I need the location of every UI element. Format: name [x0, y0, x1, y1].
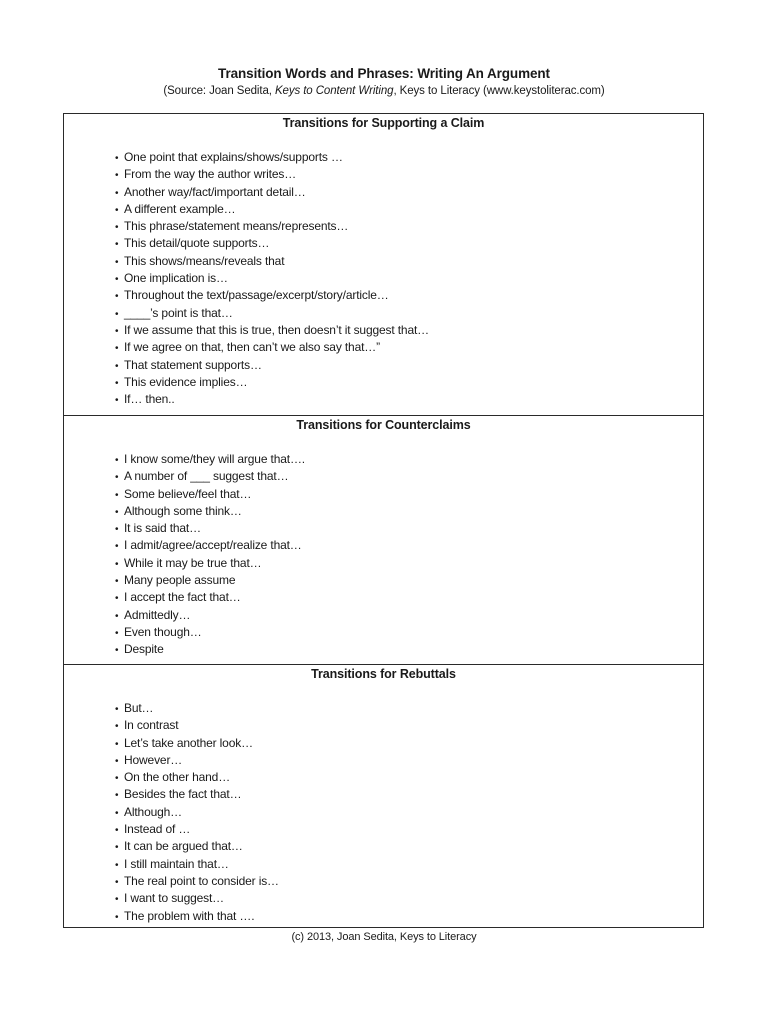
list-item: [115, 339, 429, 356]
source-book-title: Keys to Content Writing: [274, 85, 394, 97]
bullet-icon: •: [115, 790, 119, 802]
list-item: [115, 357, 429, 374]
bullet-icon: •: [115, 343, 119, 355]
list-item: [115, 769, 279, 786]
list-item: [115, 607, 305, 624]
bullet-icon: •: [115, 187, 119, 199]
list-item-text: One point that explains/shows/supports …: [124, 150, 343, 164]
section-heading: Transitions for Supporting a Claim: [282, 116, 485, 130]
list-item: [115, 520, 305, 537]
bullet-list: [115, 149, 429, 408]
bullet-icon: •: [115, 489, 119, 501]
list-item: [115, 856, 279, 873]
list-item: [115, 821, 279, 838]
list-item: [115, 166, 429, 183]
list-item: [115, 786, 279, 803]
list-item-text: Some believe/feel that…: [124, 486, 252, 501]
bullet-icon: •: [115, 153, 119, 164]
list-item: [115, 804, 279, 821]
list-item-text: This evidence implies…: [124, 374, 248, 389]
list-item: [115, 624, 305, 641]
list-item-text: I accept the fact that…: [124, 590, 241, 605]
bullet-icon: •: [115, 593, 119, 605]
bullet-icon: •: [115, 308, 119, 320]
bullet-icon: •: [115, 755, 119, 767]
list-item-text: I admit/agree/accept/realize that…: [124, 538, 302, 553]
bullet-list: [115, 451, 305, 659]
section-rebuttals: [64, 664, 703, 928]
list-item-text: It can be argued that…: [124, 839, 243, 854]
copyright-footer: (c) 2013, Joan Sedita, Keys to Literacy: [291, 931, 477, 943]
list-item: [115, 305, 429, 322]
list-item-text: One implication is…: [124, 271, 228, 286]
bullet-icon: •: [115, 395, 119, 407]
list-item: [115, 149, 429, 166]
list-item: [115, 374, 429, 391]
source-prefix: (Source: Joan Sedita,: [163, 85, 275, 97]
list-item-text: ____’s point is that…: [124, 305, 233, 320]
bullet-icon: •: [115, 894, 119, 906]
bullet-icon: •: [115, 256, 119, 268]
list-item-text: Another way/fact/important detail…: [124, 184, 306, 199]
bullet-icon: •: [115, 645, 119, 657]
bullet-icon: •: [115, 704, 119, 715]
document-title: Transition Words and Phrases: Writing An Argument: [218, 66, 550, 81]
list-item-text: From the way the author writes…: [124, 167, 297, 182]
list-item: [115, 700, 279, 717]
list-item: [115, 838, 279, 855]
list-item-text: Admittedly…: [124, 607, 191, 622]
list-item: [115, 235, 429, 252]
list-item-text: Although…: [124, 804, 183, 819]
list-item: [115, 391, 429, 408]
list-item-text: Besides the fact that…: [124, 787, 242, 802]
list-item-text: On the other hand…: [124, 770, 231, 785]
bullet-icon: •: [115, 825, 119, 837]
list-item-text: That statement supports…: [124, 357, 262, 372]
list-item-text: But…: [124, 701, 154, 715]
list-item-text: A number of ___ suggest that…: [124, 469, 289, 484]
bullet-icon: •: [115, 558, 119, 570]
list-item-text: While it may be true that…: [124, 555, 262, 570]
list-item: [115, 451, 305, 468]
section-heading: Transitions for Rebuttals: [311, 667, 456, 681]
section-counterclaims: [64, 415, 703, 664]
list-item-text: The real point to consider is…: [124, 873, 279, 888]
list-item-text: Despite: [124, 642, 164, 657]
list-item: [115, 908, 279, 925]
list-item: [115, 589, 305, 606]
list-item: [115, 503, 305, 520]
bullet-icon: •: [115, 576, 119, 588]
bullet-icon: •: [115, 360, 119, 372]
list-item: [115, 890, 279, 907]
bullet-icon: •: [115, 911, 119, 923]
bullet-icon: •: [115, 291, 119, 303]
list-item: [115, 572, 305, 589]
bullet-list: [115, 700, 279, 925]
list-item: [115, 322, 429, 339]
document-source: [0, 85, 768, 97]
section-supporting-claim: [64, 114, 703, 415]
source-suffix: , Keys to Literacy (www.keystoliterac.com): [393, 85, 605, 97]
bullet-icon: •: [115, 721, 119, 733]
transitions-table: [63, 113, 704, 928]
list-item: [115, 717, 279, 734]
bullet-icon: •: [115, 773, 119, 785]
list-item: [115, 287, 429, 304]
bullet-icon: •: [115, 239, 119, 251]
list-item-text: I want to suggest…: [124, 891, 225, 906]
bullet-icon: •: [115, 506, 119, 518]
list-item-text: The problem with that ….: [124, 908, 255, 923]
list-item: [115, 537, 305, 554]
list-item-text: This shows/means/reveals that: [124, 253, 285, 268]
bullet-icon: •: [115, 610, 119, 622]
list-item: [115, 735, 279, 752]
list-item: [115, 873, 279, 890]
list-item: [115, 752, 279, 769]
list-item-text: Let’s take another look…: [124, 735, 253, 750]
list-item: [115, 184, 429, 201]
list-item-text: A different example…: [124, 201, 236, 216]
bullet-icon: •: [115, 876, 119, 888]
bullet-icon: •: [115, 524, 119, 536]
bullet-icon: •: [115, 325, 119, 337]
list-item-text: However…: [124, 752, 183, 767]
list-item-text: Throughout the text/passage/excerpt/story/article…: [124, 288, 389, 303]
bullet-icon: •: [115, 222, 119, 234]
list-item: [115, 270, 429, 287]
list-item-text: I know some/they will argue that….: [124, 452, 305, 466]
list-item-text: I still maintain that…: [124, 856, 229, 871]
bullet-icon: •: [115, 541, 119, 553]
section-heading: Transitions for Counterclaims: [296, 418, 471, 432]
list-item-text: If we assume that this is true, then doesn’t it suggest that…: [124, 322, 430, 337]
bullet-icon: •: [115, 455, 119, 466]
bullet-icon: •: [115, 274, 119, 286]
bullet-icon: •: [115, 842, 119, 854]
bullet-icon: •: [115, 859, 119, 871]
list-item-text: Even though…: [124, 624, 202, 639]
list-item-text: Many people assume: [124, 573, 236, 588]
bullet-icon: •: [115, 738, 119, 750]
bullet-icon: •: [115, 377, 119, 389]
list-item-text: It is said that…: [124, 521, 201, 536]
bullet-icon: •: [115, 170, 119, 182]
list-item: [115, 641, 305, 658]
list-item-text: If… then..: [124, 392, 175, 407]
bullet-icon: •: [115, 807, 119, 819]
list-item: [115, 486, 305, 503]
bullet-icon: •: [115, 472, 119, 484]
list-item-text: If we agree on that, then can’t we also say that…”: [124, 340, 380, 355]
bullet-icon: •: [115, 204, 119, 216]
bullet-icon: •: [115, 627, 119, 639]
list-item-text: This detail/quote supports…: [124, 236, 270, 251]
list-item-text: Although some think…: [124, 503, 242, 518]
list-item: [115, 218, 429, 235]
list-item-text: In contrast: [124, 718, 179, 733]
list-item: [115, 555, 305, 572]
list-item: [115, 468, 305, 485]
list-item-text: Instead of …: [124, 822, 191, 837]
list-item-text: This phrase/statement means/represents…: [124, 219, 349, 234]
list-item: [115, 201, 429, 218]
list-item: [115, 253, 429, 270]
